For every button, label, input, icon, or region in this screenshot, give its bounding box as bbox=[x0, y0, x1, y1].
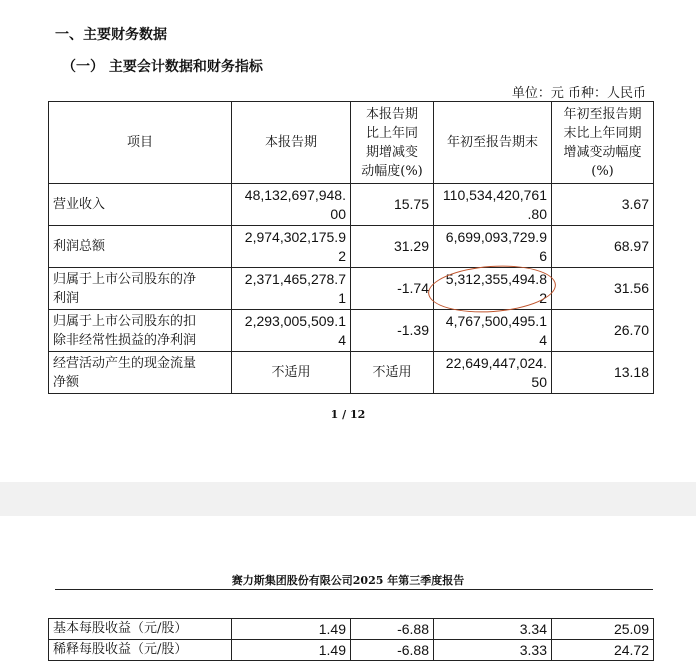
row-current-change: 31.29 bbox=[351, 226, 434, 268]
table-row bbox=[49, 268, 654, 310]
unit-currency-line: 单位：元 币种：人民币 bbox=[511, 86, 646, 101]
row-item: 归属于上市公司股东的净 利润 bbox=[49, 268, 232, 310]
report-header-title: 赛力斯集团股份有限公司2025 年第三季度报告 bbox=[231, 574, 465, 587]
row-ytd: 5,312,355,494.8 2 bbox=[434, 268, 552, 310]
row-ytd-change: 25.09 bbox=[552, 619, 654, 640]
row-ytd-change: 24.72 bbox=[552, 640, 654, 661]
row-current-change: -1.39 bbox=[351, 310, 434, 352]
row-ytd: 3.34 bbox=[434, 619, 552, 640]
row-item: 稀释每股收益（元/股） bbox=[49, 640, 232, 661]
row-ytd: 4,767,500,495.1 4 bbox=[434, 310, 552, 352]
financial-data-table bbox=[48, 101, 654, 394]
row-current: 48,132,697,948. 00 bbox=[232, 184, 351, 226]
table-row bbox=[49, 640, 654, 661]
section-title: 一、主要财务数据 bbox=[55, 27, 167, 43]
header-ytd-change: 年初至报告期 末比上年同期 增减变动幅度 (%) bbox=[552, 102, 654, 184]
table-row bbox=[49, 352, 654, 394]
table-row bbox=[49, 619, 654, 640]
header-divider bbox=[55, 589, 653, 590]
header-ytd: 年初至报告期末 bbox=[434, 102, 552, 184]
row-ytd: 22,649,447,024. 50 bbox=[434, 352, 552, 394]
row-current: 1.49 bbox=[232, 619, 351, 640]
row-ytd: 3.33 bbox=[434, 640, 552, 661]
row-item: 基本每股收益（元/股） bbox=[49, 619, 232, 640]
row-item: 利润总额 bbox=[49, 226, 232, 268]
header-item: 项目 bbox=[49, 102, 232, 184]
row-ytd: 6,699,093,729.9 6 bbox=[434, 226, 552, 268]
table-row bbox=[49, 310, 654, 352]
row-current-change: -6.88 bbox=[351, 619, 434, 640]
row-current: 2,293,005,509.1 4 bbox=[232, 310, 351, 352]
header-current-change: 本报告期 比上年同 期增减变 动幅度(%) bbox=[351, 102, 434, 184]
row-current: 1.49 bbox=[232, 640, 351, 661]
row-current-change: -1.74 bbox=[351, 268, 434, 310]
table-header-row bbox=[49, 102, 654, 184]
row-item: 归属于上市公司股东的扣 除非经常性损益的净利润 bbox=[49, 310, 232, 352]
subsection-title: （一） 主要会计数据和财务指标 bbox=[62, 59, 263, 75]
page-indicator: 1 / 12 bbox=[330, 408, 366, 421]
row-current-change: -6.88 bbox=[351, 640, 434, 661]
row-ytd-change: 3.67 bbox=[552, 184, 654, 226]
row-ytd-change: 68.97 bbox=[552, 226, 654, 268]
row-current-change: 15.75 bbox=[351, 184, 434, 226]
table-row bbox=[49, 226, 654, 268]
row-current: 2,371,465,278.7 1 bbox=[232, 268, 351, 310]
row-ytd-change: 26.70 bbox=[552, 310, 654, 352]
row-current-change: 不适用 bbox=[351, 352, 434, 394]
row-current: 不适用 bbox=[232, 352, 351, 394]
header-current-period: 本报告期 bbox=[232, 102, 351, 184]
row-ytd-change: 13.18 bbox=[552, 352, 654, 394]
row-item: 营业收入 bbox=[49, 184, 232, 226]
row-ytd: 110,534,420,761 .80 bbox=[434, 184, 552, 226]
document-page-2 bbox=[0, 516, 696, 669]
page-gap bbox=[0, 482, 696, 516]
row-ytd-change: 31.56 bbox=[552, 268, 654, 310]
eps-table bbox=[48, 618, 654, 661]
row-item: 经营活动产生的现金流量 净额 bbox=[49, 352, 232, 394]
table-row bbox=[49, 184, 654, 226]
row-current: 2,974,302,175.9 2 bbox=[232, 226, 351, 268]
